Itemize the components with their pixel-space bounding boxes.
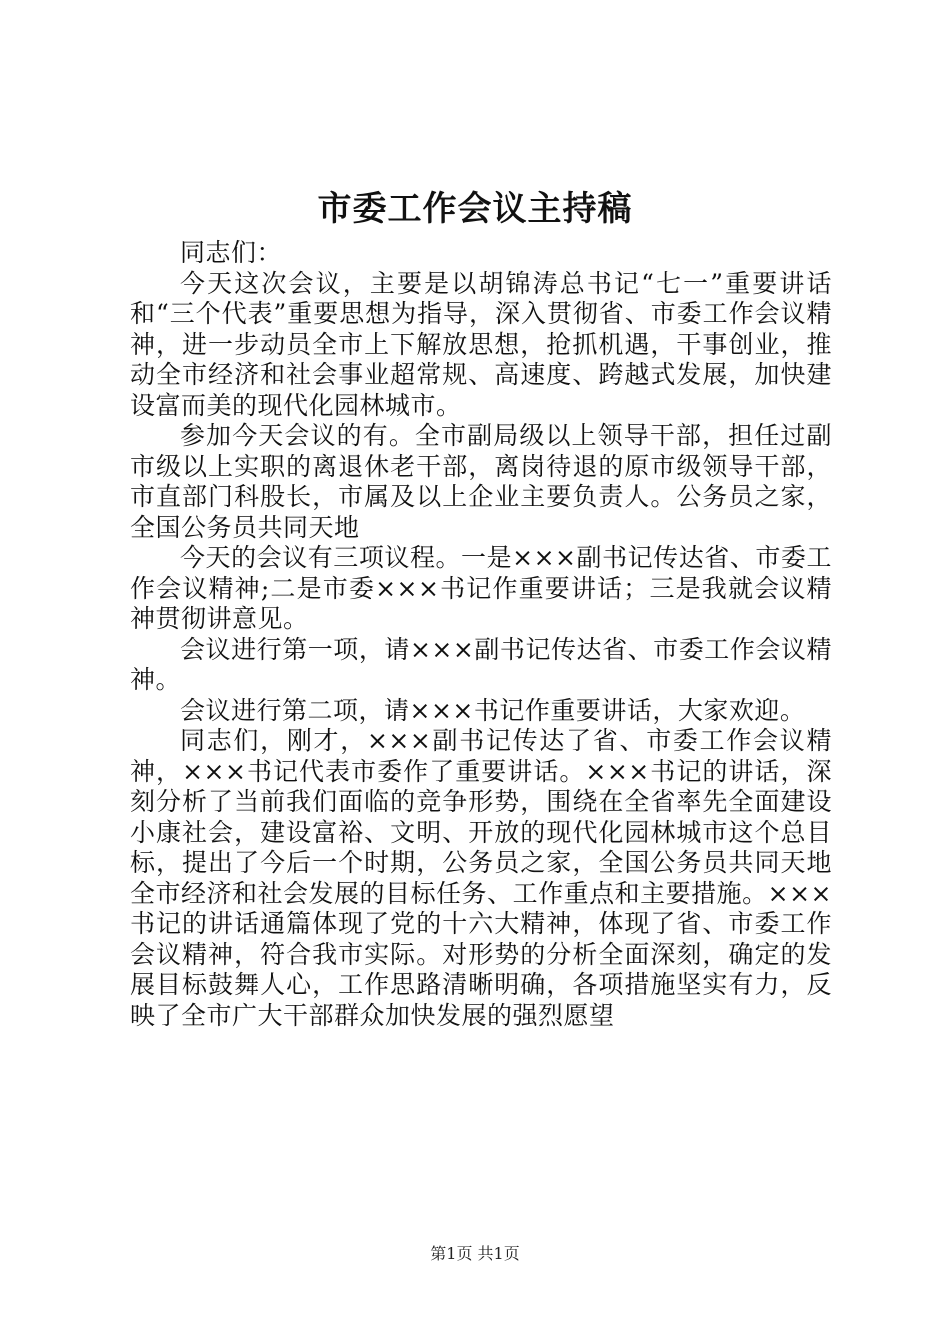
paragraph-meeting-purpose: 今天这次会议，主要是以胡锦涛总书记“七一”重要讲话和“三个代表”重要思想为指导，深入贯彻省、市委工作会议精神，进一步动员全市上下解放思想，抢抓机遇，干事创业，推动全市经济和社会事业超常规、高速度、跨越式发展，加快建设富而美的现代化园林城市。 <box>130 268 832 420</box>
page-number-footer: 第1页 共1页 <box>430 1244 520 1263</box>
paragraph-summary: 同志们，刚才，×××副书记传达了省、市委工作会议精神，×××书记代表市委作了重要讲话。×××书记的讲话，深刻分析了当前我们面临的竞争形势，围绕在全省率先全面建设小康社会，建设富裕、文明、开放的现代化园林城市这个总目标，提出了今后一个时期，公务员之家，全国公务员共同天地全市经济和社会发展的目标任务、工作重点和主要措施。×××书记的讲话通篇体现了党的十六大精神，体现了省、市委工作会议精神，符合我市实际。对形势的分析全面深刻，确定的发展目标鼓舞人心，工作思路清晰明确，各项措施坚实有力，反映了全市广大干部群众加快发展的强烈愿望 <box>130 726 832 1030</box>
paragraph-agenda: 今天的会议有三项议程。一是×××副书记传达省、市委工作会议精神;二是市委×××书记作重要讲话；三是我就会议精神贯彻讲意见。 <box>130 543 832 633</box>
paragraph-item-one: 会议进行第一项，请×××副书记传达省、市委工作会议精神。 <box>130 634 832 694</box>
paragraph-attendees: 参加今天会议的有。全市副局级以上领导干部，担任过副市级以上实职的离退休老干部，离岗待退的原市级领导干部，市直部门科股长，市属及以上企业主要负责人。公务员之家，全国公务员共同天地 <box>130 421 832 542</box>
paragraph-item-two: 会议进行第二项，请×××书记作重要讲话，大家欢迎。 <box>180 695 806 725</box>
document-body <box>130 238 832 1031</box>
paragraph-salutation: 同志们： <box>180 238 283 267</box>
document-title: 市委工作会议主持稿 <box>317 189 633 229</box>
